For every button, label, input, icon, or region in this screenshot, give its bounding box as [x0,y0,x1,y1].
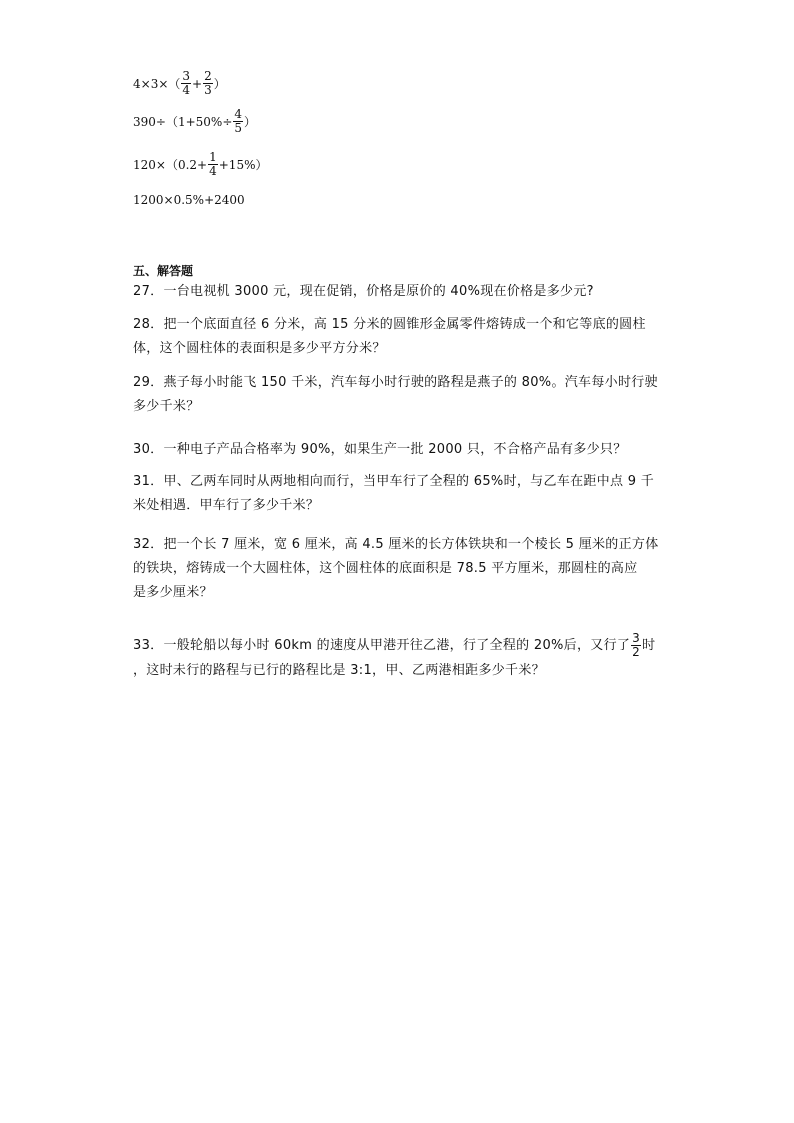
expression-1 [133,70,226,97]
expr-suffix: ） [213,76,226,91]
operator: + [192,76,203,91]
expr-text: 1200×0.5%+2400 [133,193,245,207]
expr-prefix: 120×（0.2+ [133,157,208,172]
question-32: 32．把一个长 7 厘米，宽 6 厘米，高 4.5 厘米的长方体铁块和一个棱长 5 厘米的正方体 的铁块，熔铸成一个大圆柱体，这个圆柱体的底面积是 78.5 平方厘米，那圆柱的高应 是多少厘米？ [133,537,659,600]
question-28: 28．把一个底面直径 6 分米，高 15 分米的圆锥形金属零件熔铸成一个和它等底的圆柱 体，这个圆柱体的表面积是多少平方分米？ [133,317,646,356]
question-30: 30．一种电子产品合格率为 90%，如果生产一批 2000 只，不合格产品有多少只？ [133,442,627,457]
fraction: $\frac{2}{3}$ [204,69,212,97]
question-31: 31．甲、乙两车同时从两地相向而行，当甲车行了全程的 65%时，与乙车在距中点 9 千 米处相遇．甲车行了多少千米？ [133,474,655,513]
expression-4 [133,193,245,207]
fraction: $\frac{3}{2}$ [632,631,641,659]
fraction: $\frac{4}{5}$ [234,107,243,135]
expr-prefix: 4×3×（ [133,76,181,91]
question-33: 33．一般轮船以每小时 60km 的速度从甲港开往乙港，行了全程的 20%后，又行了 $\frac{3}{2}$ 时 ，这时未行的路程与已行的路程比是 3:1，甲、乙两港相距多少千米？ [133,631,656,678]
question-29: 29．燕子每小时能飞 150 千米，汽车每小时行驶的路程是燕子的 80%。汽车每小时行驶 多少千米？ [133,375,658,414]
question-27: 27．一台电视机 3000 元，现在促销，价格是原价的 40%现在价格是多少元? [133,284,594,299]
expr-prefix: 390÷（1+50%÷ [133,114,233,129]
fraction: $\frac{1}{4}$ [209,150,217,178]
section-title: 五、解答题 [133,264,194,278]
fraction: $\frac{3}{4}$ [182,69,191,97]
expr-suffix: +15%） [218,157,268,172]
expression-2 [133,108,256,135]
expr-suffix: ） [244,114,257,129]
expression-3 [133,151,267,178]
